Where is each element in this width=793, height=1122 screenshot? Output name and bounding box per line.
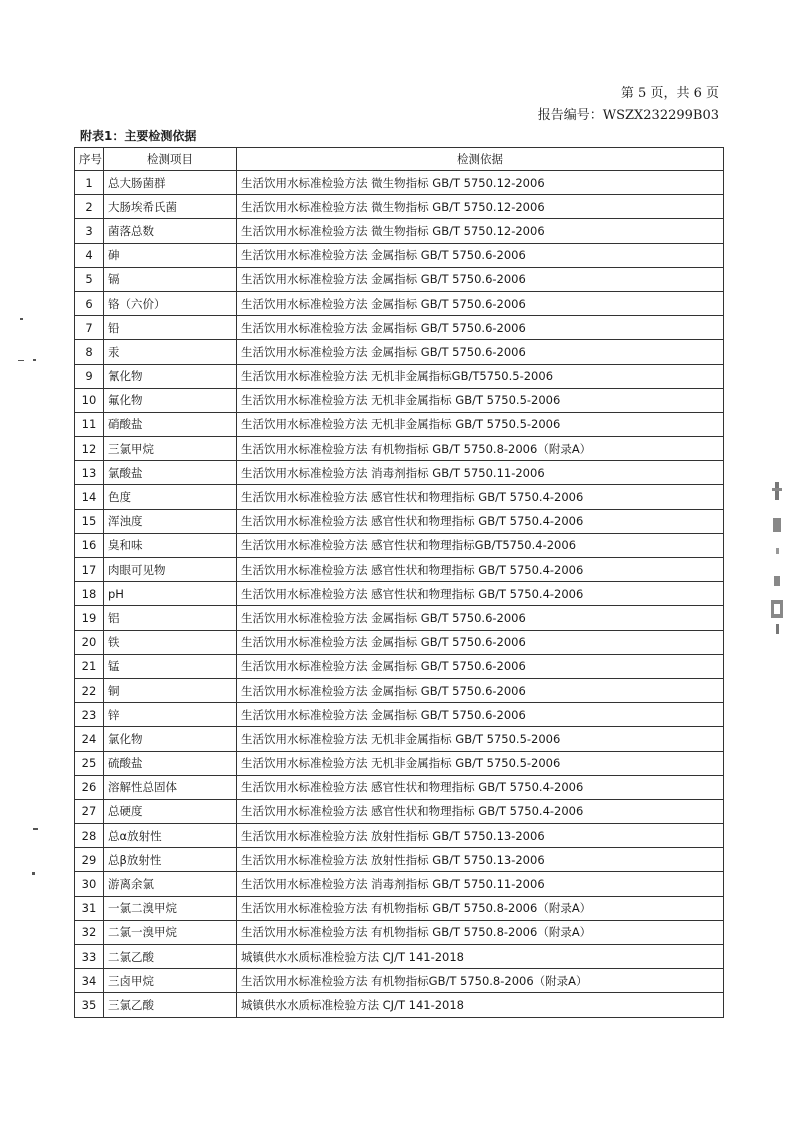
test-basis: 生活饮用水标准检验方法 金属指标 GB/T 5750.6-2006 (237, 678, 724, 702)
row-number: 14 (75, 485, 104, 509)
table-row (75, 751, 724, 775)
page-number: 第 5 页，共 6 页 (620, 86, 719, 101)
test-basis: 生活饮用水标准检验方法 感官性状和物理指标 GB/T 5750.4-2006 (237, 799, 724, 823)
test-item: 总大肠菌群 (104, 171, 237, 195)
table-body (75, 171, 724, 1018)
row-number: 17 (75, 558, 104, 582)
table-row (75, 171, 724, 195)
test-basis: 生活饮用水标准检验方法 无机非金属指标 GB/T 5750.5-2006 (237, 727, 724, 751)
row-number: 35 (75, 993, 104, 1017)
test-item: 氰化物 (104, 364, 237, 388)
column-header-item: 检测项目 (104, 148, 237, 171)
row-number: 3 (75, 219, 104, 243)
row-number: 27 (75, 799, 104, 823)
row-number: 28 (75, 824, 104, 848)
row-number: 21 (75, 654, 104, 678)
row-number: 34 (75, 969, 104, 993)
row-number: 19 (75, 606, 104, 630)
row-number: 15 (75, 509, 104, 533)
test-basis: 生活饮用水标准检验方法 感官性状和物理指标 GB/T 5750.4-2006 (237, 582, 724, 606)
test-item: 总β放射性 (104, 848, 237, 872)
row-number: 6 (75, 291, 104, 315)
test-basis: 生活饮用水标准检验方法 感官性状和物理指标 GB/T 5750.4-2006 (237, 509, 724, 533)
test-basis: 生活饮用水标准检验方法 金属指标 GB/T 5750.6-2006 (237, 316, 724, 340)
test-basis: 生活饮用水标准检验方法 无机非金属指标GB/T5750.5-2006 (237, 364, 724, 388)
test-item: 硝酸盐 (104, 412, 237, 436)
column-header-no: 序号 (75, 148, 104, 171)
test-item: 铅 (104, 316, 237, 340)
table-row (75, 267, 724, 291)
table-row (75, 340, 724, 364)
side-seal-mark (763, 478, 791, 638)
scan-mark (33, 359, 36, 361)
test-basis: 生活饮用水标准检验方法 放射性指标 GB/T 5750.13-2006 (237, 824, 724, 848)
test-basis: 生活饮用水标准检验方法 有机物指标 GB/T 5750.8-2006（附录A） (237, 920, 724, 944)
row-number: 4 (75, 243, 104, 267)
row-number: 31 (75, 896, 104, 920)
row-number: 26 (75, 775, 104, 799)
row-number: 11 (75, 412, 104, 436)
row-number: 23 (75, 703, 104, 727)
row-number: 12 (75, 437, 104, 461)
table-row (75, 509, 724, 533)
test-basis: 生活饮用水标准检验方法 金属指标 GB/T 5750.6-2006 (237, 267, 724, 291)
test-item: 浑浊度 (104, 509, 237, 533)
table-row (75, 388, 724, 412)
table-row (75, 775, 724, 799)
table-row (75, 461, 724, 485)
row-number: 5 (75, 267, 104, 291)
row-number: 18 (75, 582, 104, 606)
test-item: 臭和味 (104, 533, 237, 557)
test-basis: 生活饮用水标准检验方法 感官性状和物理指标GB/T5750.4-2006 (237, 533, 724, 557)
scan-mark (32, 872, 35, 875)
test-item: 汞 (104, 340, 237, 364)
test-item: 总α放射性 (104, 824, 237, 848)
test-basis: 生活饮用水标准检验方法 感官性状和物理指标 GB/T 5750.4-2006 (237, 485, 724, 509)
table-row (75, 291, 724, 315)
test-basis: 生活饮用水标准检验方法 金属指标 GB/T 5750.6-2006 (237, 654, 724, 678)
table-row (75, 364, 724, 388)
test-basis: 生活饮用水标准检验方法 金属指标 GB/T 5750.6-2006 (237, 630, 724, 654)
test-basis: 城镇供水水质标准检验方法 CJ/T 141-2018 (237, 945, 724, 969)
test-basis: 生活饮用水标准检验方法 微生物指标 GB/T 5750.12-2006 (237, 219, 724, 243)
row-number: 29 (75, 848, 104, 872)
test-basis: 生活饮用水标准检验方法 金属指标 GB/T 5750.6-2006 (237, 340, 724, 364)
row-number: 33 (75, 945, 104, 969)
table-row (75, 243, 724, 267)
scan-mark (20, 318, 23, 320)
test-item: 菌落总数 (104, 219, 237, 243)
table-row (75, 485, 724, 509)
test-basis: 生活饮用水标准检验方法 金属指标 GB/T 5750.6-2006 (237, 291, 724, 315)
table-row (75, 920, 724, 944)
test-item: 三氯甲烷 (104, 437, 237, 461)
row-number: 8 (75, 340, 104, 364)
row-number: 20 (75, 630, 104, 654)
row-number: 16 (75, 533, 104, 557)
test-item: 铜 (104, 678, 237, 702)
table-row (75, 896, 724, 920)
table-row (75, 630, 724, 654)
column-header-basis: 检测依据 (237, 148, 724, 171)
row-number: 1 (75, 171, 104, 195)
test-basis: 生活饮用水标准检验方法 有机物指标GB/T 5750.8-2006（附录A） (237, 969, 724, 993)
test-basis: 生活饮用水标准检验方法 放射性指标 GB/T 5750.13-2006 (237, 848, 724, 872)
test-item: 铝 (104, 606, 237, 630)
table-row (75, 437, 724, 461)
test-basis: 生活饮用水标准检验方法 消毒剂指标 GB/T 5750.11-2006 (237, 461, 724, 485)
test-item: 锌 (104, 703, 237, 727)
row-number: 24 (75, 727, 104, 751)
test-item: 三氯乙酸 (104, 993, 237, 1017)
table-row (75, 969, 724, 993)
test-basis: 生活饮用水标准检验方法 金属指标 GB/T 5750.6-2006 (237, 243, 724, 267)
table-row (75, 703, 724, 727)
test-basis: 生活饮用水标准检验方法 金属指标 GB/T 5750.6-2006 (237, 606, 724, 630)
test-item: 总硬度 (104, 799, 237, 823)
test-basis: 生活饮用水标准检验方法 微生物指标 GB/T 5750.12-2006 (237, 171, 724, 195)
test-item: 二氯乙酸 (104, 945, 237, 969)
test-basis: 生活饮用水标准检验方法 有机物指标 GB/T 5750.8-2006（附录A） (237, 437, 724, 461)
test-item: 镉 (104, 267, 237, 291)
table-row (75, 606, 724, 630)
table-row (75, 654, 724, 678)
table-row (75, 316, 724, 340)
test-basis: 生活饮用水标准检验方法 无机非金属指标 GB/T 5750.5-2006 (237, 751, 724, 775)
page-header (538, 83, 719, 127)
test-basis: 生活饮用水标准检验方法 消毒剂指标 GB/T 5750.11-2006 (237, 872, 724, 896)
test-item: 肉眼可见物 (104, 558, 237, 582)
testing-basis-table (74, 147, 724, 1018)
scan-mark (18, 360, 24, 361)
report-number: 报告编号：WSZX232299B03 (537, 108, 719, 123)
table-row (75, 582, 724, 606)
test-item: 溶解性总固体 (104, 775, 237, 799)
row-number: 10 (75, 388, 104, 412)
test-basis: 生活饮用水标准检验方法 无机非金属指标 GB/T 5750.5-2006 (237, 412, 724, 436)
row-number: 25 (75, 751, 104, 775)
test-item: 三卤甲烷 (104, 969, 237, 993)
test-item: 色度 (104, 485, 237, 509)
row-number: 9 (75, 364, 104, 388)
test-basis: 生活饮用水标准检验方法 无机非金属指标 GB/T 5750.5-2006 (237, 388, 724, 412)
row-number: 13 (75, 461, 104, 485)
table-row (75, 872, 724, 896)
row-number: 32 (75, 920, 104, 944)
test-item: 锰 (104, 654, 237, 678)
scan-mark (33, 828, 38, 830)
table-row (75, 727, 724, 751)
test-item: 游离余氯 (104, 872, 237, 896)
test-basis: 生活饮用水标准检验方法 金属指标 GB/T 5750.6-2006 (237, 703, 724, 727)
table-row (75, 799, 724, 823)
test-item: 大肠埃希氏菌 (104, 195, 237, 219)
test-basis: 生活饮用水标准检验方法 感官性状和物理指标 GB/T 5750.4-2006 (237, 558, 724, 582)
row-number: 7 (75, 316, 104, 340)
table-title: 附表1：主要检测依据 (80, 129, 197, 143)
table-row (75, 412, 724, 436)
table-header-row (75, 148, 724, 171)
table-row (75, 195, 724, 219)
test-item: 二氯一溴甲烷 (104, 920, 237, 944)
test-item: 铁 (104, 630, 237, 654)
test-item: 一氯二溴甲烷 (104, 896, 237, 920)
table-row (75, 219, 724, 243)
row-number: 22 (75, 678, 104, 702)
table-row (75, 558, 724, 582)
test-item: 氟化物 (104, 388, 237, 412)
row-number: 2 (75, 195, 104, 219)
table-row (75, 848, 724, 872)
test-basis: 生活饮用水标准检验方法 微生物指标 GB/T 5750.12-2006 (237, 195, 724, 219)
table-row (75, 533, 724, 557)
test-basis: 城镇供水水质标准检验方法 CJ/T 141-2018 (237, 993, 724, 1017)
test-item: 硫酸盐 (104, 751, 237, 775)
table-row (75, 824, 724, 848)
table-row (75, 993, 724, 1017)
table-row (75, 945, 724, 969)
test-basis: 生活饮用水标准检验方法 感官性状和物理指标 GB/T 5750.4-2006 (237, 775, 724, 799)
test-item: 氯酸盐 (104, 461, 237, 485)
test-item: 砷 (104, 243, 237, 267)
table-row (75, 678, 724, 702)
test-basis: 生活饮用水标准检验方法 有机物指标 GB/T 5750.8-2006（附录A） (237, 896, 724, 920)
row-number: 30 (75, 872, 104, 896)
test-item: 铬（六价） (104, 291, 237, 315)
test-item: 氯化物 (104, 727, 237, 751)
test-item: pH (104, 582, 237, 606)
